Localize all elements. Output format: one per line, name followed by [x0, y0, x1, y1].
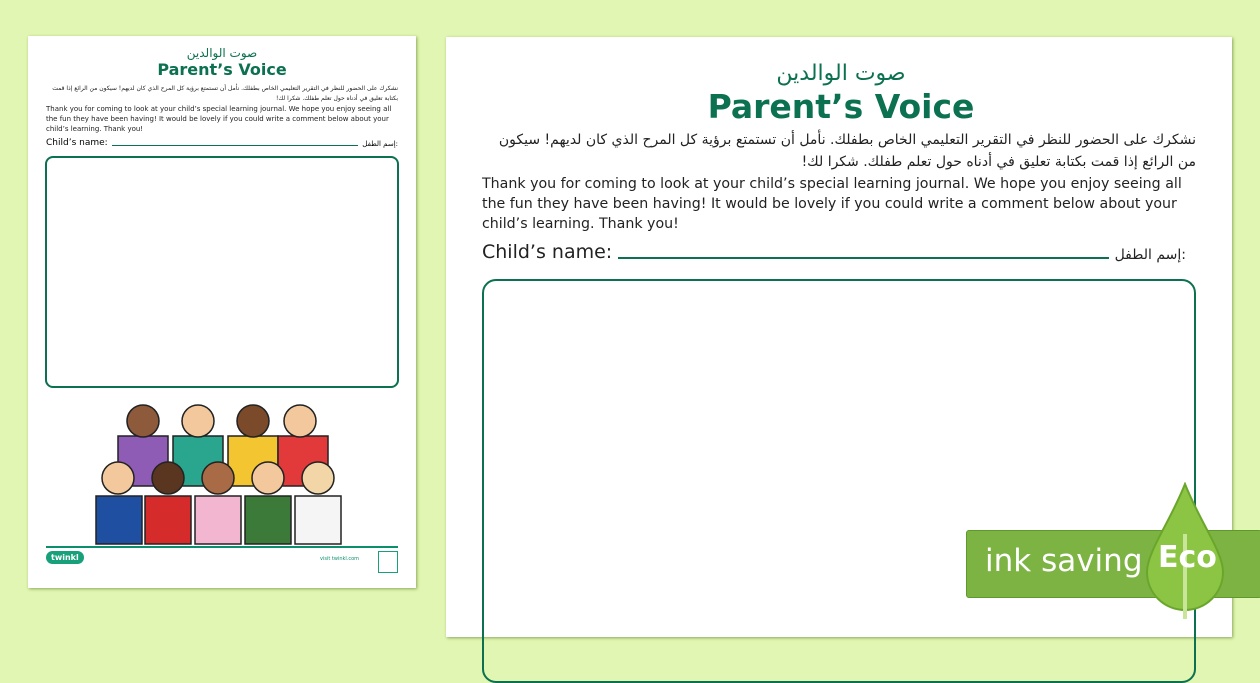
- child-name-row: [46, 138, 398, 148]
- badge-icon: [378, 551, 398, 573]
- eco-badge: Eco: [1158, 540, 1217, 575]
- footer-url: visit twinkl.com: [320, 556, 360, 562]
- intro-english: Thank you for coming to look at your child’s special learning journal. We hope you enjoy seeing all the fun they have been having! It would be lovely if you could write a comment below about your child’s learning. Thank you!: [46, 105, 392, 133]
- comment-box: [45, 156, 399, 388]
- title: Parent’s Voice: [157, 60, 287, 79]
- title-arabic: صوت الوالدين: [186, 46, 258, 60]
- title: Parent’s Voice: [707, 87, 975, 126]
- intro-english: Thank you for coming to look at your child’s special learning journal. We hope you enjoy seeing all the fun they have been having! It would be lovely if you could write a comment below about your child’s learning. Thank you!: [482, 176, 1182, 232]
- child-name-input[interactable]: [618, 257, 1108, 259]
- child-name-label: Child’s name:: [46, 138, 108, 148]
- child-name-label: Child’s name:: [482, 241, 613, 263]
- child-name-row: [482, 241, 1186, 263]
- comment-box[interactable]: [482, 279, 1196, 683]
- thumbnail-page[interactable]: [28, 36, 416, 588]
- intro-arabic: نشكرك على الحضور للنظر في التقرير التعليمي الخاص بطفلك. نأمل أن تستمتع برؤية كل المرح الذي كان لديهم! سيكون من الرائع إذا قمت بكتابة تعليق في أدناه حول تعلم طفلك. شكرا لك!: [52, 85, 398, 102]
- ink-saving-label: ink saving: [985, 543, 1143, 579]
- twinkl-logo: twinkl: [46, 551, 84, 564]
- footer-divider: [46, 546, 398, 548]
- title-arabic: صوت الوالدين: [776, 61, 906, 86]
- children-illustration: [88, 396, 358, 546]
- intro-arabic: نشكرك على الحضور للنظر في التقرير التعليمي الخاص بطفلك. نأمل أن تستمتع برؤية كل المرح الذي كان لديهم! سيكون من الرائع إذا قمت بكتابة تعليق في أدناه حول تعلم طفلك. شكرا لك!: [498, 132, 1196, 170]
- child-name-label-arabic: إسم الطفل:: [362, 140, 398, 148]
- child-name-label-arabic: إسم الطفل:: [1114, 247, 1186, 263]
- child-name-line: [112, 145, 359, 146]
